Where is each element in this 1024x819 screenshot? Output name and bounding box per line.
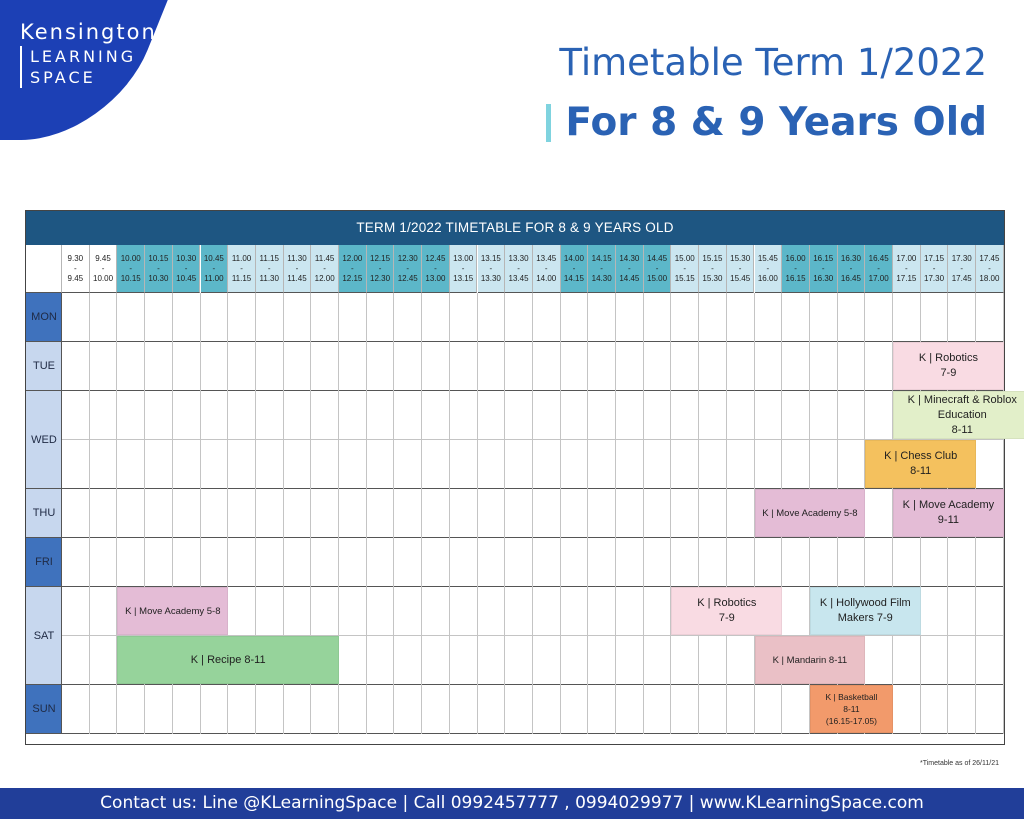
- slot-end: 16.30: [813, 273, 834, 283]
- slot-end: 13.00: [425, 273, 446, 283]
- class-event: K | Recipe 8-11: [117, 636, 339, 684]
- slot-dash: -: [351, 263, 354, 273]
- slot-dash: -: [821, 263, 825, 273]
- time-slot-header: [90, 245, 118, 293]
- slot-end: 17.00: [868, 273, 889, 283]
- slot-dash: -: [267, 263, 271, 273]
- day-column-border: [61, 293, 62, 734]
- slot-start: 15.00: [674, 253, 695, 263]
- slot-dash: -: [212, 263, 216, 273]
- slot-end: 15.00: [647, 273, 668, 283]
- slot-start: 12.30: [397, 253, 418, 263]
- slot-start: 13.15: [480, 253, 501, 263]
- slot-dash: -: [960, 263, 964, 273]
- slot-start: 16.00: [785, 253, 806, 263]
- grid-column-line: [89, 293, 90, 734]
- grid-column-line: [477, 293, 478, 734]
- slot-start: 14.15: [591, 253, 612, 263]
- day-label-sun: SUN: [26, 685, 62, 734]
- time-slot-header: [284, 245, 312, 293]
- time-slot-header: [394, 245, 422, 293]
- grid-column-line: [366, 293, 367, 734]
- slot-dash: -: [794, 263, 797, 273]
- time-slot-header: [422, 245, 450, 293]
- time-slot-header: [976, 245, 1004, 293]
- time-slot-header: [948, 245, 976, 293]
- time-slot-header: [201, 245, 229, 293]
- page-title: Timetable Term 1/2022: [559, 41, 987, 84]
- grid-column-line: [393, 293, 394, 734]
- slot-dash: -: [240, 263, 243, 273]
- slot-start: 13.00: [453, 253, 474, 263]
- slot-start: 13.30: [508, 253, 529, 263]
- grid-column-line: [698, 293, 699, 734]
- slot-dash: -: [600, 263, 603, 273]
- slot-dash: -: [434, 263, 437, 273]
- slot-start: 17.15: [924, 253, 945, 263]
- slot-start: 11.15: [259, 253, 279, 263]
- slot-dash: -: [711, 263, 714, 273]
- day-label-thu: THU: [26, 489, 62, 538]
- time-slot-header: [62, 245, 90, 293]
- slot-dash: -: [461, 263, 465, 273]
- slot-dash: -: [572, 263, 576, 273]
- slot-dash: -: [905, 263, 908, 273]
- time-slot-header: [838, 245, 866, 293]
- slot-dash: -: [406, 263, 410, 273]
- class-event: K | Basketball 8-11 (16.15-17.05): [810, 685, 893, 733]
- slot-end: 10.00: [93, 273, 114, 283]
- time-slot-header: [173, 245, 201, 293]
- time-slot-header: [561, 245, 589, 293]
- slot-start: 10.00: [120, 253, 141, 263]
- time-slot-header: [117, 245, 145, 293]
- day-label-fri: FRI: [26, 538, 62, 587]
- slot-dash: -: [323, 263, 326, 273]
- slot-end: 13.30: [480, 273, 501, 283]
- slot-end: 16.15: [785, 273, 806, 283]
- logo-bar: [20, 46, 22, 88]
- time-slot-header: [616, 245, 644, 293]
- logo: [20, 20, 157, 88]
- slot-start: 17.45: [979, 253, 1000, 263]
- class-event: K | Minecraft & Roblox Education 8-11: [893, 391, 1024, 439]
- class-event: K | Move Academy 9-11: [893, 489, 1004, 537]
- slot-dash: -: [683, 263, 687, 273]
- slot-start: 10.15: [148, 253, 169, 263]
- grid-column-line: [532, 293, 533, 734]
- time-slot-header: [505, 245, 533, 293]
- slot-dash: -: [628, 263, 631, 273]
- grid-column-line: [560, 293, 561, 734]
- time-slot-header: [256, 245, 284, 293]
- sub-row-divider: [62, 439, 1004, 440]
- slot-end: 15.30: [702, 273, 723, 283]
- slot-end: 11.30: [259, 273, 279, 283]
- time-slot-header: [450, 245, 478, 293]
- slot-end: 14.15: [563, 273, 584, 283]
- day-label-tue: TUE: [26, 342, 62, 391]
- slot-start: 11.45: [314, 253, 335, 263]
- grid-column-line: [726, 293, 727, 734]
- slot-end: 14.00: [536, 273, 557, 283]
- slot-start: 12.00: [342, 253, 363, 263]
- slot-end: 15.45: [730, 273, 751, 283]
- class-event: K | Mandarin 8-11: [755, 636, 866, 684]
- grid-column-line: [449, 293, 450, 734]
- time-slot-header: [671, 245, 699, 293]
- slot-end: 13.15: [453, 273, 474, 283]
- time-slot-header: [478, 245, 506, 293]
- slot-start: 12.15: [370, 253, 391, 263]
- slot-end: 12.30: [370, 273, 391, 283]
- time-slot-header: [921, 245, 949, 293]
- slot-start: 14.30: [619, 253, 640, 263]
- slot-dash: -: [74, 263, 77, 273]
- slot-dash: -: [157, 263, 160, 273]
- time-slot-header: [893, 245, 921, 293]
- day-label-sat: SAT: [26, 587, 62, 685]
- slot-dash: -: [489, 263, 493, 273]
- slot-end: 13.45: [508, 273, 529, 283]
- time-slot-header: [865, 245, 893, 293]
- time-slot-header: [145, 245, 173, 293]
- grid-column-line: [421, 293, 422, 734]
- grid-column-line: [670, 293, 671, 734]
- subtitle-text: For 8 & 9 Years Old: [565, 100, 987, 145]
- slot-start: 16.45: [868, 253, 889, 263]
- time-slot-header: [228, 245, 256, 293]
- slot-end: 12.45: [397, 273, 418, 283]
- slot-end: 9.45: [67, 273, 84, 283]
- time-slot-header: [699, 245, 727, 293]
- slot-dash: -: [378, 263, 382, 273]
- slot-end: 17.45: [951, 273, 972, 283]
- corner-cell: [26, 245, 62, 293]
- time-slot-header: [533, 245, 561, 293]
- slot-dash: -: [849, 263, 853, 273]
- timetable: [25, 210, 1017, 745]
- slot-end: 18.00: [979, 273, 1000, 283]
- slot-end: 11.45: [287, 273, 307, 283]
- class-event: K | Robotics 7-9: [671, 587, 782, 635]
- grid-column-line: [587, 293, 588, 734]
- slot-start: 13.45: [536, 253, 557, 263]
- slot-dash: -: [129, 263, 133, 273]
- slot-start: 11.30: [287, 253, 307, 263]
- slot-end: 10.45: [176, 273, 197, 283]
- slot-dash: -: [655, 263, 659, 273]
- slot-end: 10.30: [148, 273, 169, 283]
- grid-column-line: [615, 293, 616, 734]
- time-slot-header: [367, 245, 395, 293]
- logo-name: Kensington: [20, 20, 157, 44]
- slot-start: 11.00: [231, 253, 252, 263]
- slot-dash: -: [932, 263, 936, 273]
- time-slot-header: [782, 245, 810, 293]
- slot-start: 15.15: [702, 253, 723, 263]
- contact-footer: Contact us: Line @KLearningSpace | Call 0992457777 , 0994029977 | www.KLearningSpace.com: [0, 788, 1024, 819]
- slot-dash: -: [101, 263, 105, 273]
- time-slot-header: [311, 245, 339, 293]
- slot-dash: -: [988, 263, 991, 273]
- slot-end: 17.15: [896, 273, 917, 283]
- day-label-wed: WED: [26, 391, 62, 489]
- page-subtitle: [546, 100, 987, 145]
- timetable-header: TERM 1/2022 TIMETABLE FOR 8 & 9 YEARS OLD: [26, 211, 1004, 245]
- slot-dash: -: [544, 263, 548, 273]
- day-label-mon: MON: [26, 293, 62, 342]
- slot-end: 16.45: [840, 273, 861, 283]
- slot-dash: -: [517, 263, 520, 273]
- grid-column-line: [504, 293, 505, 734]
- slot-dash: -: [184, 263, 188, 273]
- slot-end: 12.00: [314, 273, 335, 283]
- slot-end: 15.15: [674, 273, 695, 283]
- slot-start: 17.00: [896, 253, 917, 263]
- slot-start: 16.30: [840, 253, 861, 263]
- slot-start: 9.30: [67, 253, 84, 263]
- class-event: K | Hollywood Film Makers 7-9: [810, 587, 921, 635]
- slot-end: 16.00: [757, 273, 778, 283]
- slot-end: 11.15: [231, 273, 252, 283]
- slot-end: 12.15: [342, 273, 363, 283]
- slot-start: 14.45: [647, 253, 668, 263]
- slot-start: 10.45: [203, 253, 224, 263]
- slot-start: 10.30: [176, 253, 197, 263]
- slot-end: 17.30: [924, 273, 945, 283]
- slot-start: 17.30: [951, 253, 972, 263]
- slot-end: 11.00: [204, 273, 224, 283]
- slot-dash: -: [738, 263, 742, 273]
- class-event: K | Move Academy 5-8: [755, 489, 866, 537]
- slot-start: 16.15: [813, 253, 834, 263]
- slot-start: 15.45: [757, 253, 778, 263]
- slot-start: 9.45: [95, 253, 111, 263]
- time-slot-header: [755, 245, 783, 293]
- time-slot-header: [810, 245, 838, 293]
- slot-dash: -: [877, 263, 880, 273]
- subtitle-accent-bar: [546, 104, 551, 142]
- logo-line1: LEARNING: [30, 47, 137, 66]
- slot-start: 14.00: [563, 253, 584, 263]
- time-slot-header: [339, 245, 367, 293]
- timetable-note: *Timetable as of 26/11/21: [920, 760, 999, 767]
- slot-end: 10.15: [120, 273, 141, 283]
- slot-dash: -: [295, 263, 299, 273]
- time-slot-header: [588, 245, 616, 293]
- slot-start: 15.30: [730, 253, 751, 263]
- class-event: K | Robotics 7-9: [893, 342, 1004, 390]
- slot-start: 12.45: [425, 253, 446, 263]
- slot-end: 14.45: [619, 273, 640, 283]
- time-slot-header: [644, 245, 672, 293]
- slot-end: 14.30: [591, 273, 612, 283]
- grid-column-line: [643, 293, 644, 734]
- slot-dash: -: [766, 263, 770, 273]
- class-event: K | Move Academy 5-8: [117, 587, 228, 635]
- time-slot-header: [727, 245, 755, 293]
- logo-line2: SPACE: [30, 68, 96, 87]
- class-event: K | Chess Club 8-11: [865, 440, 976, 488]
